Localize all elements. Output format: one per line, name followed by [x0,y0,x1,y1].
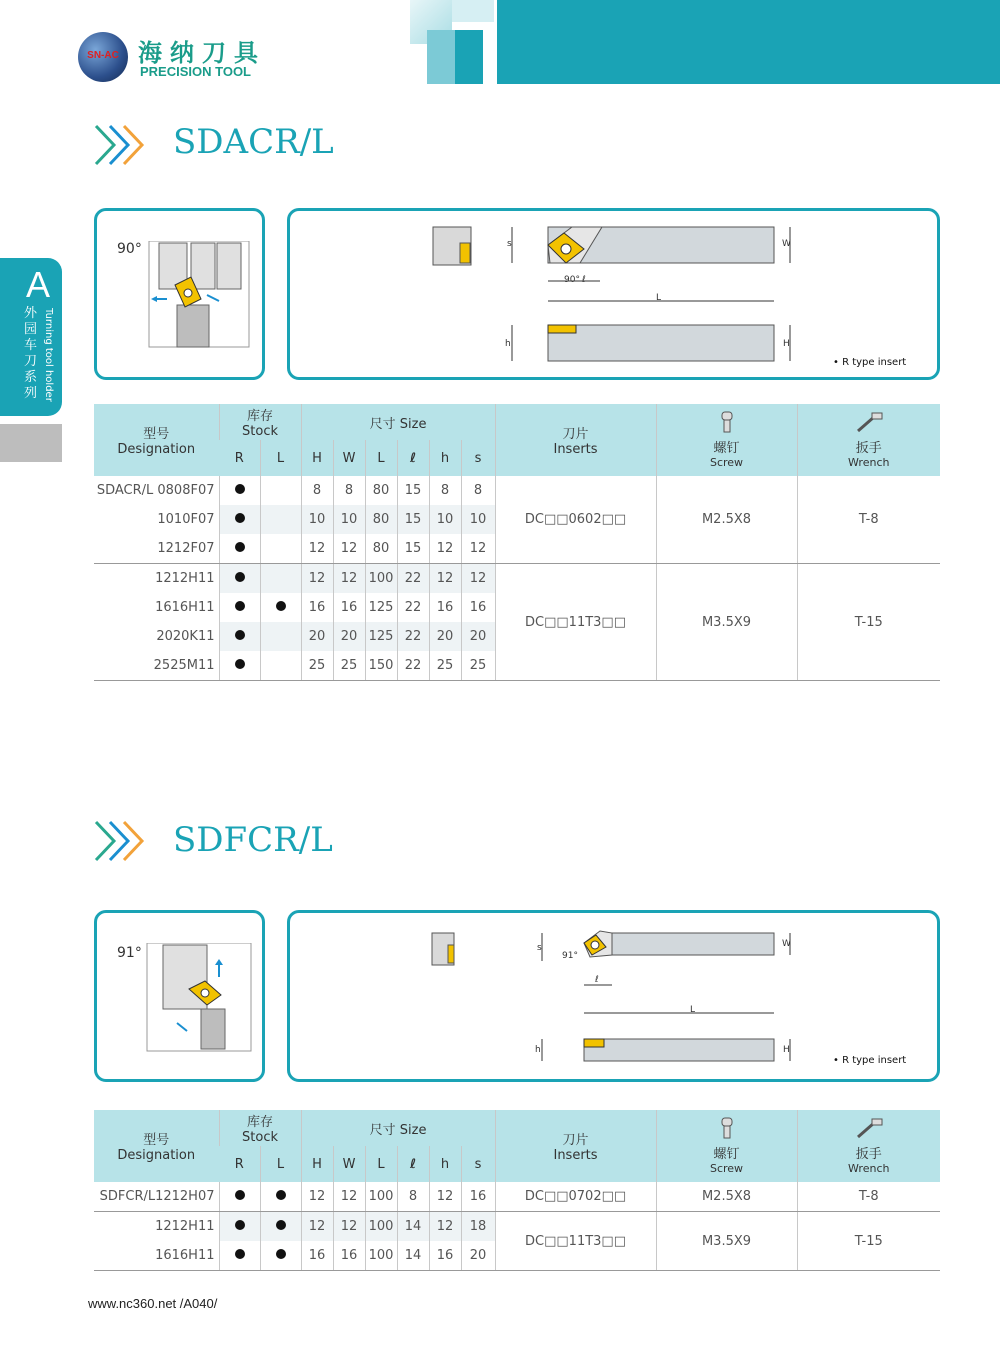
size-h-cell: 10 [429,505,461,534]
table-row [94,476,940,505]
size-col-header: W [333,1146,365,1182]
chevrons-icon [92,122,152,168]
dim-H-label: H [783,339,790,349]
size-h-cell: 12 [429,1212,461,1242]
size-l_-cell: 15 [397,505,429,534]
size-H-cell: 12 [301,1212,333,1242]
dimension-diagram-box [287,208,940,380]
designation-header: 型号 Designation [94,404,219,476]
in-stock-dot-icon [235,572,245,582]
size-h-cell: 8 [429,476,461,505]
size-col-header: h [429,440,461,476]
size-h-cell: 20 [429,622,461,651]
angle-diagram-box [94,208,265,380]
stock-r-header: R [219,1146,260,1182]
wrench-header: 扳手 Wrench [797,404,940,476]
dim-h-label: h [535,1045,541,1055]
size-W-cell: 16 [333,1241,365,1271]
size-W-cell: 16 [333,593,365,622]
screw-cell: M3.5X9 [656,564,797,681]
wrench-icon [854,1117,884,1139]
size-L-cell: 125 [365,622,397,651]
stock-l-cell [260,593,301,622]
screw-icon [719,1117,735,1139]
size-l_-cell: 22 [397,622,429,651]
screw-cell: M2.5X8 [656,476,797,564]
r-type-note: • R type insert [833,1055,907,1066]
designation-cell: SDACR/L 0808F07 [96,483,215,498]
size-col-header: L [365,1146,397,1182]
dim-angle-label: 91° [562,951,578,961]
in-stock-dot-icon [235,542,245,552]
size-W-cell: 20 [333,622,365,651]
size-L-cell: 150 [365,651,397,681]
size-W-cell: 12 [333,564,365,594]
size-l_-cell: 15 [397,534,429,564]
size-L-cell: 125 [365,593,397,622]
stock-r-cell [219,622,260,651]
dim-w-label: W [782,939,791,949]
size-s-cell: 20 [461,622,495,651]
in-stock-dot-icon [235,1220,245,1230]
size-H-cell: 12 [301,564,333,594]
insert-cell: DC□□0702□□ [495,1182,656,1212]
size-l_-cell: 15 [397,476,429,505]
size-s-cell: 16 [461,1182,495,1212]
size-L-cell: 100 [365,1182,397,1212]
side-gray-block [0,424,62,462]
angle-label: 91° [117,945,142,961]
screw-header: 螺钉 Screw [656,1110,797,1182]
size-col-header: h [429,1146,461,1182]
insert-cell: DC□□11T3□□ [495,564,656,681]
dim-L-label: L [690,1005,696,1015]
in-stock-dot-icon [235,601,245,611]
stock-r-cell [219,1182,260,1212]
size-L-cell: 100 [365,564,397,594]
stock-r-cell [219,1212,260,1242]
screw-cell: M2.5X8 [656,1182,797,1212]
in-stock-dot-icon [235,484,245,494]
in-stock-dot-icon [235,513,245,523]
in-stock-dot-icon [276,1220,286,1230]
size-col-header: ℓ [397,440,429,476]
category-name-en: Turning tool holder [43,308,54,402]
size-h-cell: 12 [429,564,461,594]
size-H-cell: 25 [301,651,333,681]
size-L-cell: 100 [365,1212,397,1242]
size-s-cell: 12 [461,564,495,594]
stock-l-cell [260,564,301,594]
in-stock-dot-icon [276,1190,286,1200]
insert-cell: DC□□0602□□ [495,476,656,564]
size-L-cell: 80 [365,534,397,564]
size-W-cell: 12 [333,534,365,564]
spec-table [94,1110,940,1271]
designation-cell: 1010F07 [157,512,215,527]
size-H-cell: 12 [301,534,333,564]
size-l_-cell: 22 [397,564,429,594]
size-h-cell: 25 [429,651,461,681]
designation-cell: 1212H11 [155,1219,215,1234]
wrench-icon [854,411,884,433]
wrench-cell: T-15 [797,1212,940,1271]
size-L-cell: 80 [365,505,397,534]
footer-url: www.nc360.net /A040/ [88,1296,218,1311]
size-H-cell: 16 [301,1241,333,1271]
size-s-cell: 18 [461,1212,495,1242]
size-col-header: W [333,440,365,476]
stock-r-header: R [219,440,260,476]
stock-r-cell [219,564,260,594]
header-bar [497,0,1000,84]
cutting-angle-drawing [145,943,255,1055]
header-decor-square [455,30,483,84]
designation-cell: 2020K11 [156,629,215,644]
size-l_-cell: 14 [397,1212,429,1242]
in-stock-dot-icon [235,630,245,640]
size-header: 尺寸 Size [301,1110,495,1146]
stock-l-cell [260,1241,301,1271]
designation-header: 型号 Designation [94,1110,219,1182]
screw-icon [719,411,735,433]
insert-cell: DC□□11T3□□ [495,1212,656,1271]
angle-diagram-box [94,910,265,1082]
size-s-cell: 20 [461,1241,495,1271]
header-decor-square [452,0,494,22]
size-s-cell: 16 [461,593,495,622]
screw-cell: M3.5X9 [656,1212,797,1271]
wrench-cell: T-15 [797,564,940,681]
designation-cell: 1616H11 [94,1241,219,1271]
category-letter: A [26,264,51,305]
stock-header: 库存 Stock [219,1110,301,1146]
size-s-cell: 10 [461,505,495,534]
in-stock-dot-icon [235,1190,245,1200]
dim-l-label: ℓ [595,975,599,985]
stock-l-header: L [260,440,301,476]
size-W-cell: 8 [333,476,365,505]
stock-r-cell [219,1241,260,1271]
stock-l-cell [260,534,301,564]
stock-r-cell [219,593,260,622]
size-h-cell: 12 [429,534,461,564]
in-stock-dot-icon [276,1249,286,1259]
wrench-cell: T-8 [797,476,940,564]
inserts-header: 刀片 Inserts [495,1110,656,1182]
designation-cell: SDFCR/L1212H07 [94,1182,219,1212]
size-l_-cell: 22 [397,593,429,622]
category-side-tab [0,258,62,416]
size-s-cell: 8 [461,476,495,505]
dim-L-label: L [656,293,662,303]
wrench-cell: T-8 [797,1182,940,1212]
in-stock-dot-icon [235,1249,245,1259]
size-l_-cell: 8 [397,1182,429,1212]
dim-H-label: H [783,1045,790,1055]
designation-cell: 1212F07 [94,534,219,564]
r-type-note: • R type insert [833,357,907,368]
company-name-cn: 海纳刀具 [138,39,266,67]
stock-l-cell [260,476,301,505]
in-stock-dot-icon [276,601,286,611]
size-col-header: H [301,1146,333,1182]
chevrons-icon [92,818,152,864]
dim-angle-label: 90° [564,275,580,285]
dim-w-label: W [782,239,791,249]
dim-s-label: s [507,239,512,249]
company-name-en: PRECISION TOOL [140,64,251,79]
size-h-cell: 16 [429,1241,461,1271]
stock-l-header: L [260,1146,301,1182]
size-col-header: L [365,440,397,476]
size-L-cell: 80 [365,476,397,505]
table-row [94,1212,940,1242]
size-W-cell: 10 [333,505,365,534]
designation-cell: 1616H11 [155,600,215,615]
designation-cell: 1212H11 [155,571,215,586]
stock-r-cell [219,651,260,681]
size-col-header: ℓ [397,1146,429,1182]
stock-l-cell [260,622,301,651]
dim-l-label: ℓ [582,275,586,285]
size-L-cell: 100 [365,1241,397,1271]
angle-label: 90° [117,241,142,257]
stock-r-cell [219,534,260,564]
size-l_-cell: 22 [397,651,429,681]
stock-r-cell [219,476,260,505]
inserts-header: 刀片 Inserts [495,404,656,476]
stock-l-cell [260,651,301,681]
stock-l-cell [260,1182,301,1212]
dim-s-label: s [537,943,542,953]
table-row [94,1182,940,1212]
cutting-angle-drawing [147,241,257,351]
size-s-cell: 25 [461,651,495,681]
designation-cell: 2525M11 [94,651,219,681]
size-h-cell: 16 [429,593,461,622]
wrench-header: 扳手 Wrench [797,1110,940,1182]
section-title: SDFCR/L [173,820,333,860]
size-W-cell: 12 [333,1182,365,1212]
size-header: 尺寸 Size [301,404,495,440]
size-H-cell: 8 [301,476,333,505]
size-l_-cell: 14 [397,1241,429,1271]
size-W-cell: 25 [333,651,365,681]
dimension-diagram-box [287,910,940,1082]
stock-l-cell [260,1212,301,1242]
holder-dimension-drawing [290,211,937,377]
size-W-cell: 12 [333,1212,365,1242]
in-stock-dot-icon [235,659,245,669]
header-decor-square [427,30,455,84]
dim-h-label: h [505,339,511,349]
size-col-header: H [301,440,333,476]
stock-l-cell [260,505,301,534]
size-s-cell: 12 [461,534,495,564]
size-H-cell: 16 [301,593,333,622]
size-H-cell: 10 [301,505,333,534]
stock-header: 库存 Stock [219,404,301,440]
stock-r-cell [219,505,260,534]
spec-table [94,404,940,681]
size-col-header: s [461,440,495,476]
size-h-cell: 12 [429,1182,461,1212]
size-col-header: s [461,1146,495,1182]
size-H-cell: 12 [301,1182,333,1212]
category-name-cn: 外园车刀系列 [24,306,38,401]
size-H-cell: 20 [301,622,333,651]
screw-header: 螺钉 Screw [656,404,797,476]
logo-text: SN-AC [87,50,119,61]
table-row [94,564,940,594]
section-title: SDACR/L [173,122,334,162]
